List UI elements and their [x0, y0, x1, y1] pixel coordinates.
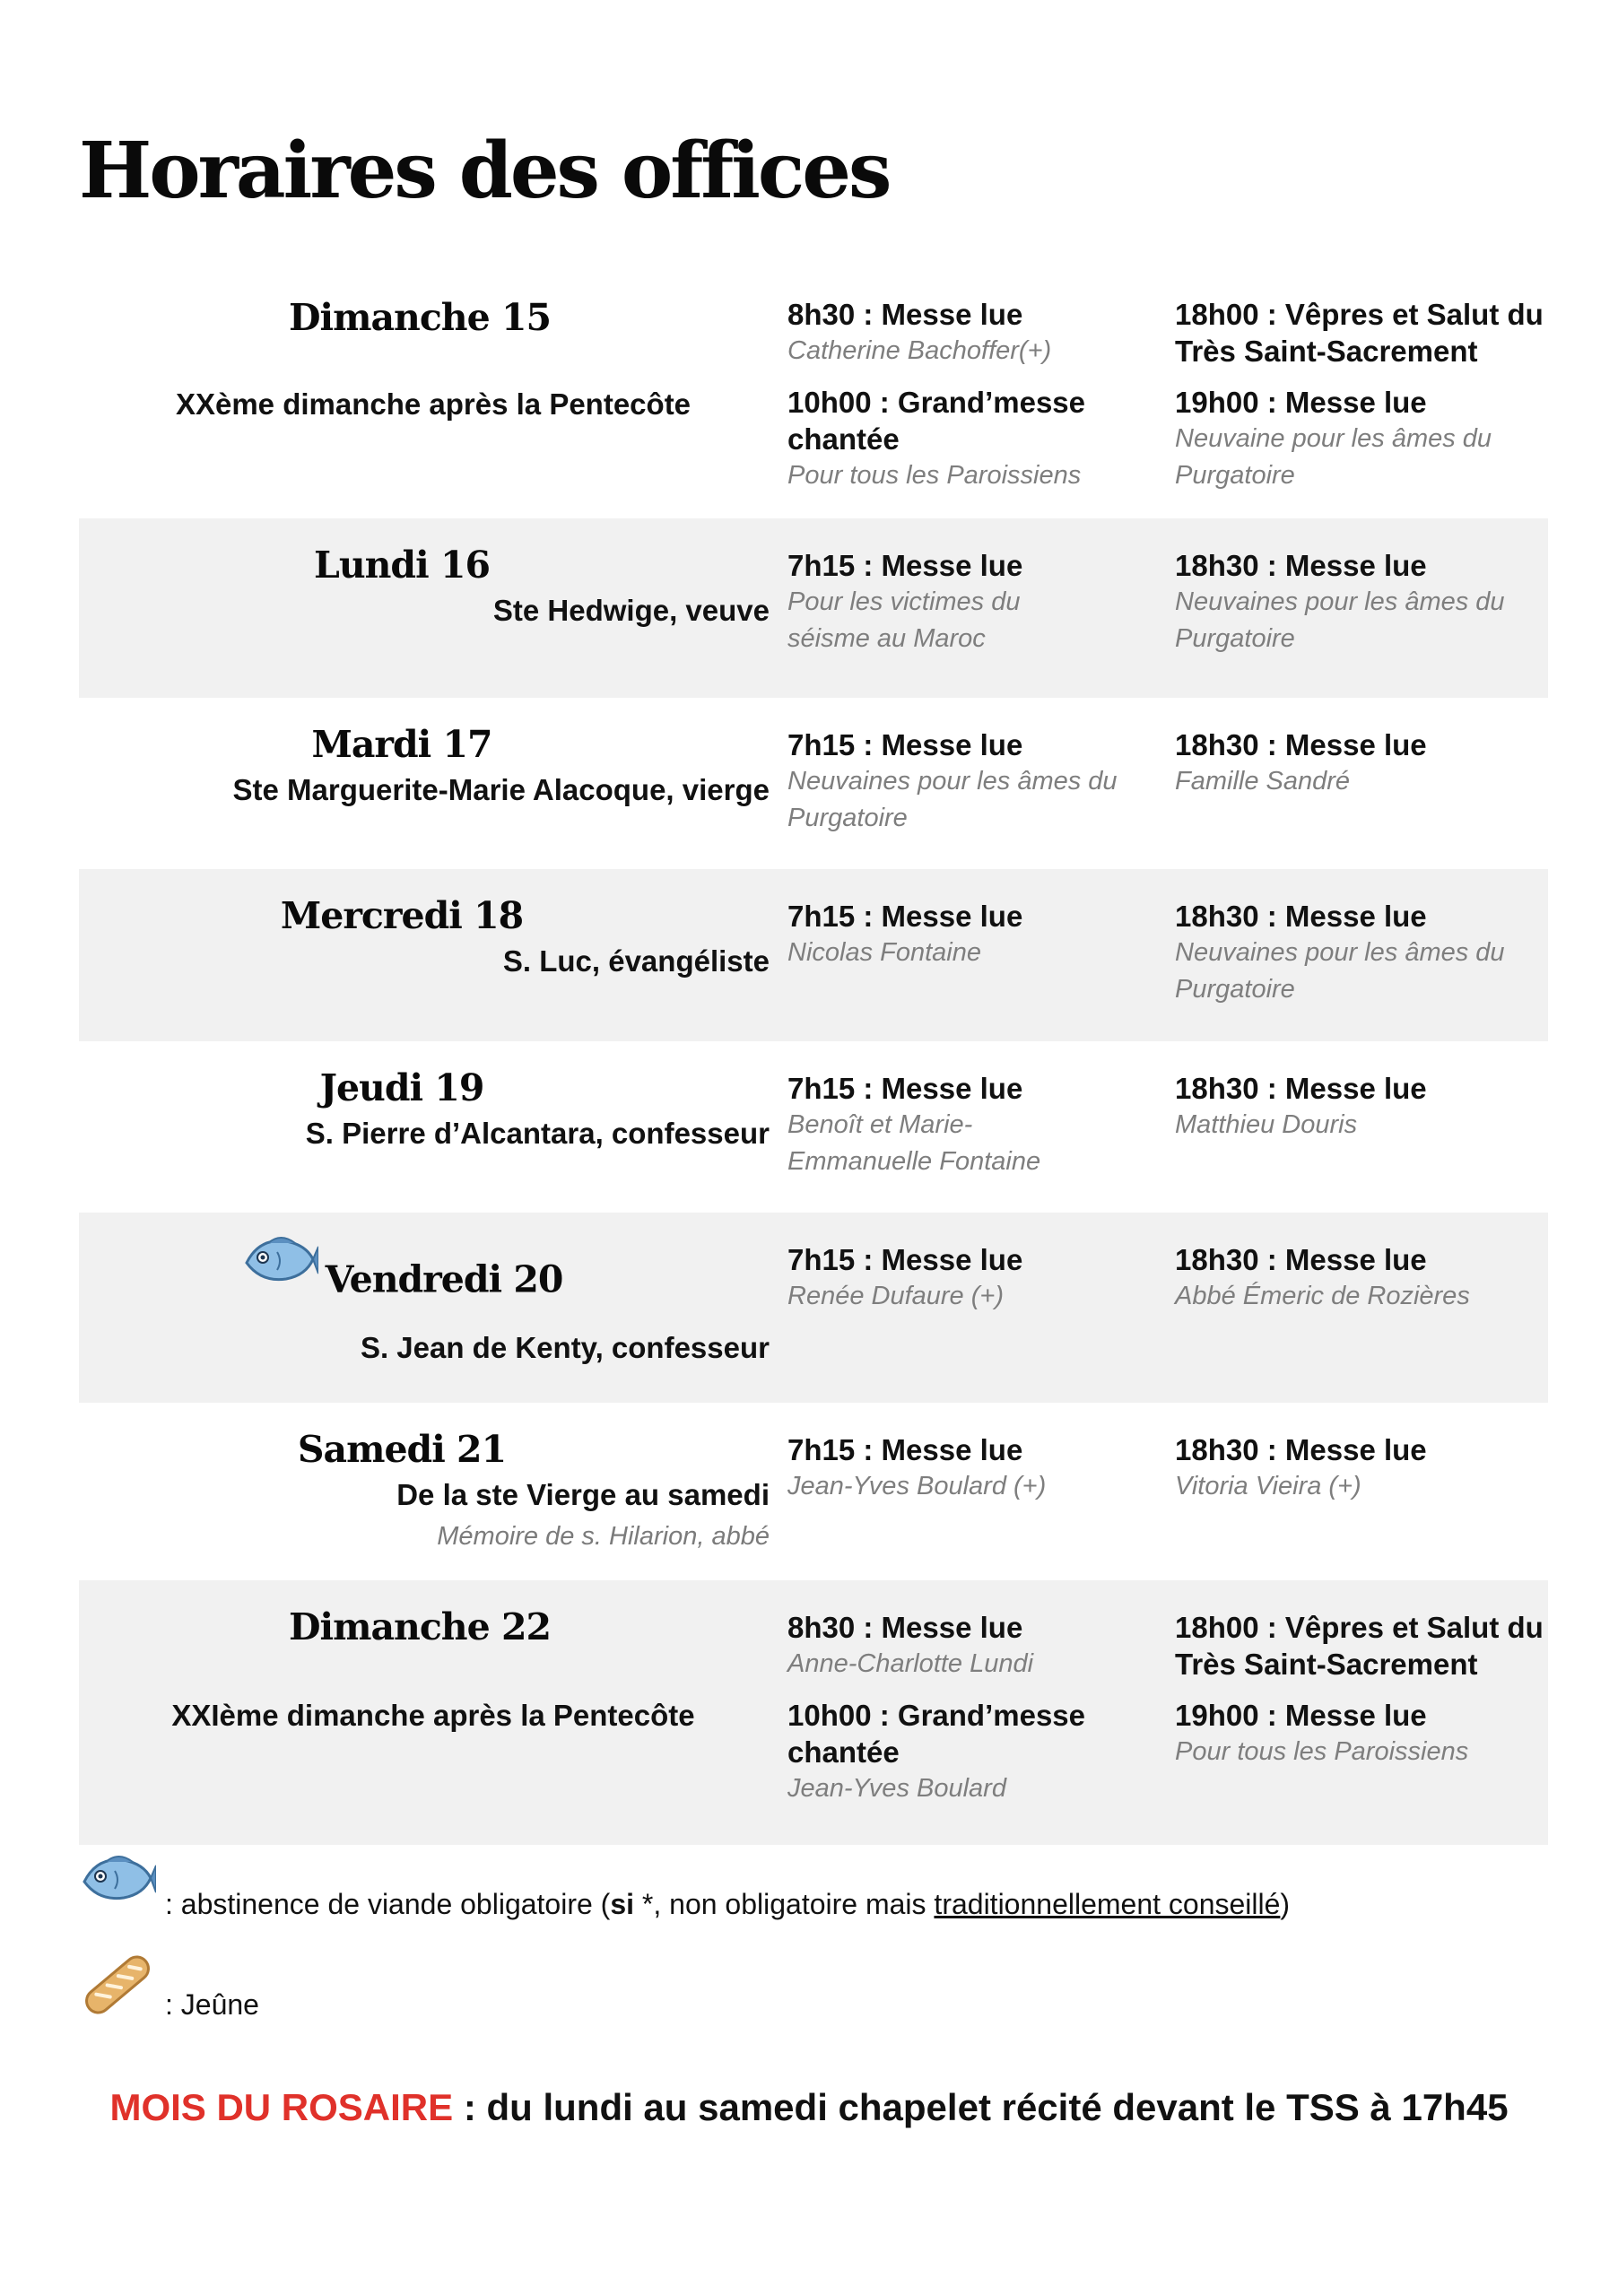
mass-entry — [1175, 547, 1548, 657]
day-cell — [79, 1041, 787, 1213]
table-row — [79, 518, 1548, 698]
mass-time: 19h00 : Messe lue — [1175, 386, 1427, 419]
mass-entry — [1175, 1070, 1548, 1144]
day-cell — [79, 1213, 787, 1403]
mass-time: 7h15 : Messe lue — [787, 1433, 1023, 1466]
evening-masses — [1175, 1403, 1548, 1580]
mass-time: 7h15 : Messe lue — [787, 900, 1023, 933]
mass-intention: Pour tous les Paroissiens — [1175, 1737, 1469, 1766]
day-name-line — [61, 1225, 743, 1311]
mass-entry — [787, 1697, 1175, 1807]
day-cell — [79, 869, 787, 1041]
day-cell — [79, 1580, 787, 1845]
rosary-text: : du lundi au samedi chapelet récité devant le TSS à 17h45 — [453, 2086, 1509, 2128]
mass-intention: Neuvaines pour les âmes du Purgatoire — [787, 767, 1118, 832]
day-name: Jeudi 19 — [319, 1066, 484, 1109]
day-name: Samedi 21 — [297, 1428, 507, 1471]
mass-entry — [787, 898, 1175, 971]
feast-label: XXIème dimanche après la Pentecôte — [171, 1699, 695, 1732]
mass-time: 7h15 : Messe lue — [787, 728, 1023, 761]
mass-entry — [787, 726, 1175, 837]
feast-label: De la ste Vierge au samedi — [396, 1478, 770, 1511]
evening-masses — [1175, 280, 1548, 518]
mass-time: 18h30 : Messe lue — [1175, 900, 1427, 933]
fish-legend-text: : abstinence de viande obligatoire (si *, non obligatoire mais traditionnellement conseillé) — [165, 1888, 1291, 1920]
mass-entry — [787, 1431, 1175, 1505]
day-name: Dimanche 22 — [288, 1605, 552, 1648]
day-cell — [79, 280, 787, 518]
morning-masses — [787, 280, 1175, 518]
mass-entry — [787, 1241, 1175, 1315]
mass-time: 18h30 : Messe lue — [1175, 1433, 1427, 1466]
page-title: Horaires des offices — [79, 126, 890, 216]
morning-masses — [787, 698, 1175, 869]
evening-masses — [1175, 869, 1548, 1041]
mass-time: 18h00 : Vêpres et Salut du Très Saint-Sacrement — [1175, 298, 1544, 368]
morning-masses — [787, 1580, 1175, 1845]
table-row — [79, 1213, 1548, 1403]
mass-time: 18h30 : Messe lue — [1175, 1072, 1427, 1105]
mass-time: 18h30 : Messe lue — [1175, 549, 1427, 582]
evening-masses — [1175, 518, 1548, 698]
table-row — [79, 1580, 1548, 1845]
mass-entry — [1175, 296, 1548, 370]
mass-time: 10h00 : Grand’messe chantée — [787, 1699, 1085, 1769]
mass-intention: Neuvaine pour les âmes du Purgatoire — [1175, 424, 1492, 490]
fish-icon — [79, 1849, 156, 1913]
day-name: Dimanche 15 — [288, 296, 552, 339]
feast-label: XXème dimanche après la Pentecôte — [175, 387, 692, 421]
rosary-announcement — [0, 2083, 1618, 2133]
morning-masses — [787, 869, 1175, 1041]
mass-entry — [1175, 384, 1548, 494]
evening-masses — [1175, 1213, 1548, 1403]
day-name: Mardi 17 — [311, 723, 492, 766]
rosary-label: MOIS DU ROSAIRE — [109, 2086, 454, 2128]
day-name: Lundi 16 — [313, 544, 491, 587]
mass-intention: Anne-Charlotte Lundi — [787, 1649, 1034, 1678]
mass-intention: Matthieu Douris — [1175, 1110, 1358, 1139]
bread-legend-text: : Jeûne — [165, 1988, 259, 2021]
mass-intention: Jean-Yves Boulard — [787, 1774, 1006, 1803]
mass-intention: Pour tous les Paroissiens — [787, 461, 1082, 490]
feast-label: S. Luc, évangéliste — [502, 944, 770, 978]
day-cell — [79, 1403, 787, 1580]
morning-masses — [787, 1041, 1175, 1213]
evening-masses — [1175, 698, 1548, 869]
mass-intention: Benoît et Marie-Emmanuelle Fontaine — [787, 1110, 1041, 1176]
mass-time: 7h15 : Messe lue — [787, 1072, 1023, 1105]
evening-masses — [1175, 1041, 1548, 1213]
legend-bread — [79, 1946, 259, 2028]
mass-entry — [1175, 726, 1548, 800]
schedule-table — [79, 280, 1548, 1845]
mass-time: 18h00 : Vêpres et Salut du Très Saint-Sacrement — [1175, 1611, 1544, 1681]
mass-entry — [787, 1070, 1175, 1180]
mass-time: 10h00 : Grand’messe chantée — [787, 386, 1085, 456]
mass-time: 8h30 : Messe lue — [787, 1611, 1023, 1644]
mass-time: 18h30 : Messe lue — [1175, 1243, 1427, 1276]
day-name: Mercredi 18 — [280, 894, 524, 937]
mass-entry — [1175, 898, 1548, 1008]
table-row — [79, 1403, 1548, 1580]
mass-intention: Neuvaines pour les âmes du Purgatoire — [1175, 587, 1505, 653]
day-cell — [79, 698, 787, 869]
mass-intention: Renée Dufaure (+) — [787, 1282, 1004, 1310]
morning-masses — [787, 1403, 1175, 1580]
mass-intention: Nicolas Fontaine — [787, 938, 981, 967]
mass-intention: Famille Sandré — [1175, 767, 1351, 796]
mass-entry — [1175, 1431, 1548, 1505]
mass-time: 7h15 : Messe lue — [787, 549, 1023, 582]
mass-entry — [1175, 1609, 1548, 1683]
mass-intention: Neuvaines pour les âmes du Purgatoire — [1175, 938, 1505, 1004]
day-name: Vendredi 20 — [325, 1257, 563, 1301]
feast-label: S. Jean de Kenty, confesseur — [360, 1331, 770, 1364]
evening-masses — [1175, 1580, 1548, 1845]
memorial-label: Mémoire de s. Hilarion, abbé — [437, 1522, 770, 1551]
mass-entry — [1175, 1697, 1548, 1770]
mass-entry — [787, 1609, 1175, 1683]
morning-masses — [787, 1213, 1175, 1403]
mass-time: 18h30 : Messe lue — [1175, 728, 1427, 761]
mass-time: 8h30 : Messe lue — [787, 298, 1023, 331]
mass-intention: Catherine Bachoffer(+) — [787, 336, 1052, 365]
mass-entry — [787, 547, 1175, 657]
mass-time: 7h15 : Messe lue — [787, 1243, 1023, 1276]
mass-intention: Pour les victimes du séisme au Maroc — [787, 587, 1021, 653]
feast-label: Ste Hedwige, veuve — [492, 594, 770, 627]
day-cell — [79, 518, 787, 698]
table-row — [79, 1041, 1548, 1213]
mass-entry — [1175, 1241, 1548, 1315]
fish-icon — [241, 1231, 318, 1302]
legend-fish — [79, 1849, 1291, 1920]
feast-label: S. Pierre d’Alcantara, confesseur — [305, 1117, 770, 1150]
table-row — [79, 280, 1548, 518]
morning-masses — [787, 518, 1175, 698]
mass-time: 19h00 : Messe lue — [1175, 1699, 1427, 1732]
table-row — [79, 869, 1548, 1041]
feast-label: Ste Marguerite-Marie Alacoque, vierge — [232, 773, 770, 806]
mass-intention: Jean-Yves Boulard (+) — [787, 1472, 1047, 1500]
bread-icon — [79, 1946, 156, 2028]
table-row — [79, 698, 1548, 869]
mass-entry — [787, 384, 1175, 494]
mass-intention: Abbé Émeric de Rozières — [1175, 1282, 1470, 1310]
mass-entry — [787, 296, 1175, 370]
mass-intention: Vitoria Vieira (+) — [1175, 1472, 1361, 1500]
